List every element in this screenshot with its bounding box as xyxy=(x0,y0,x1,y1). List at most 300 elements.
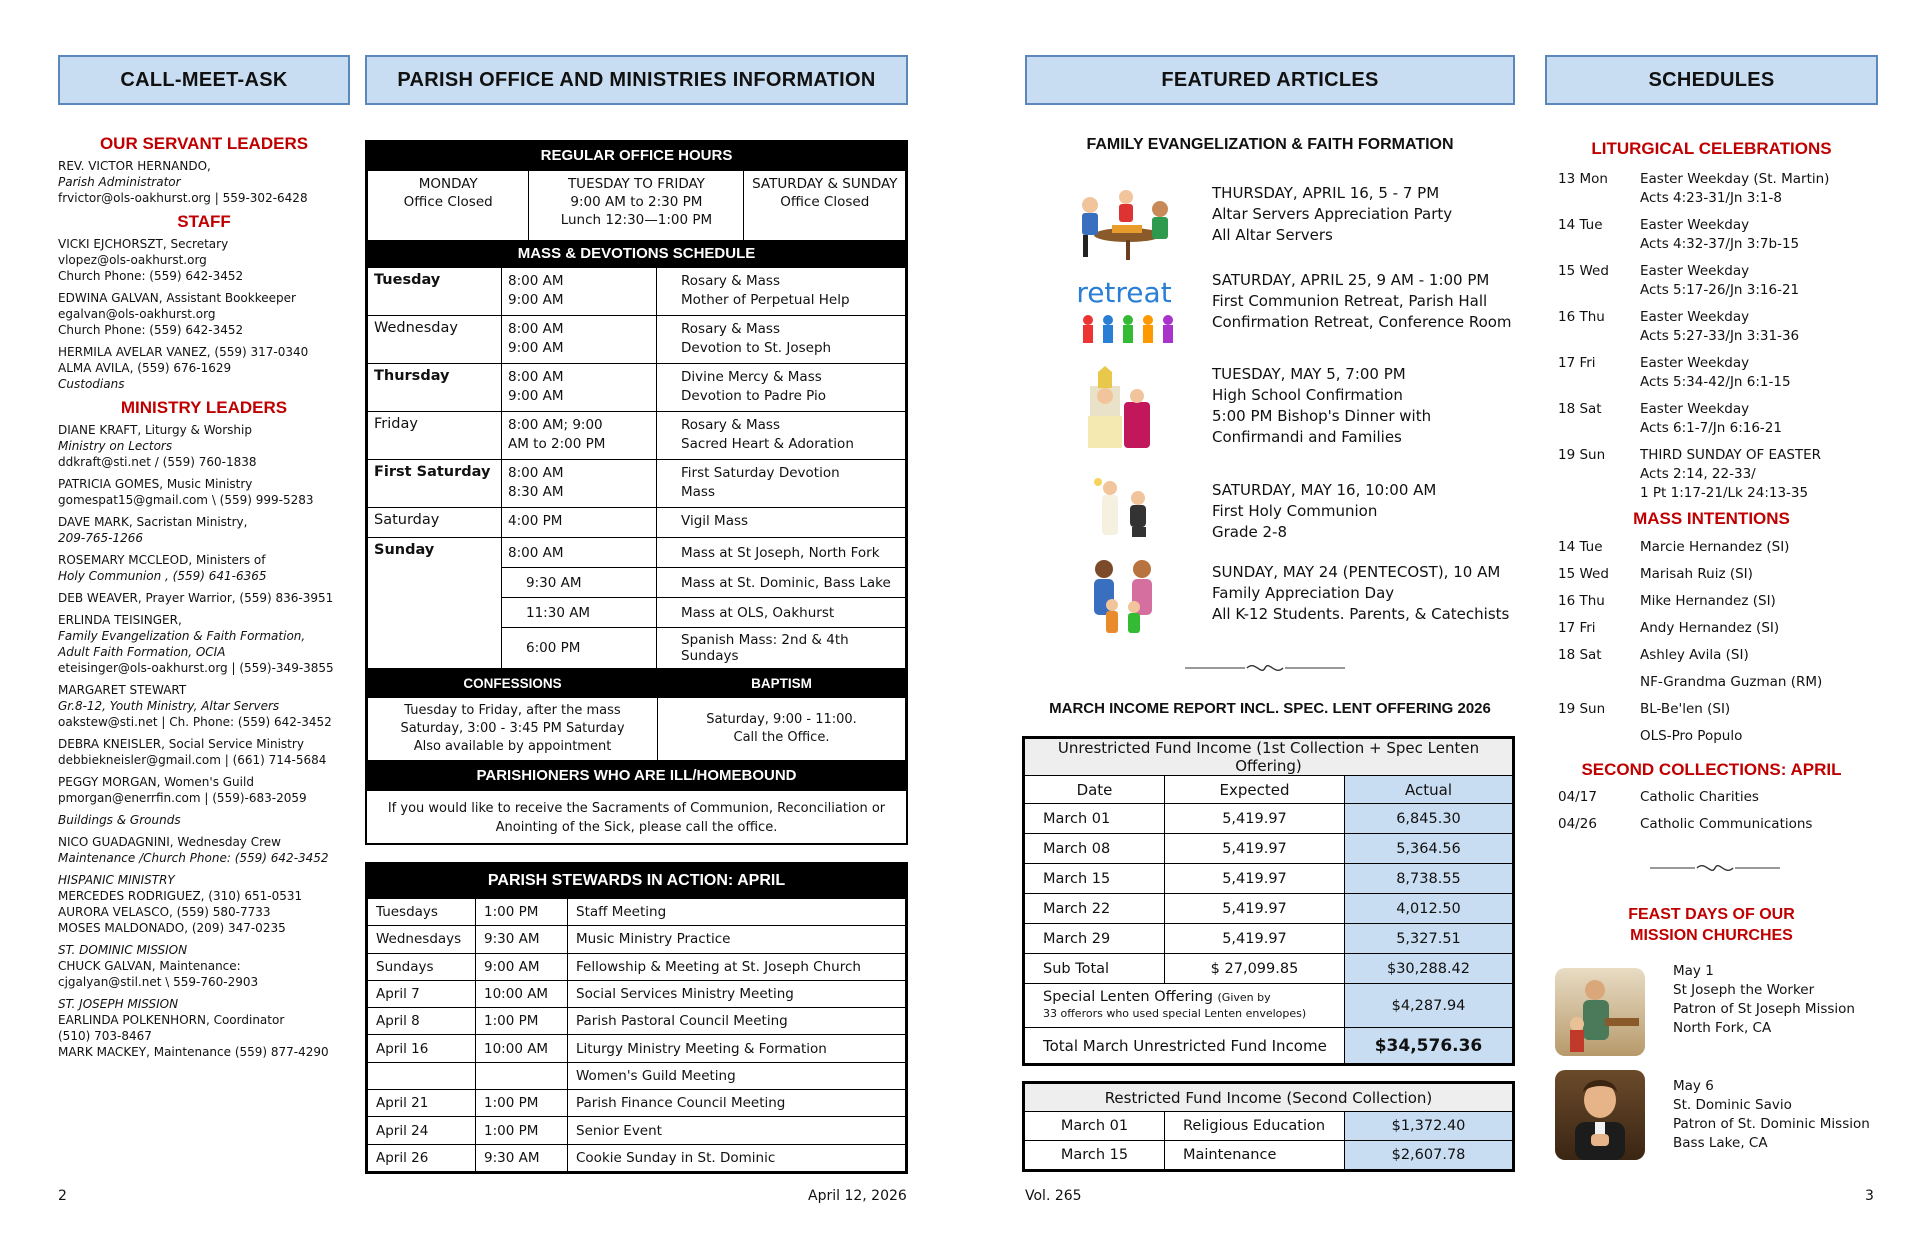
call-meet-ask-column xyxy=(58,128,350,1066)
stewards-date: April 8 xyxy=(368,1008,476,1035)
mass-description xyxy=(657,268,906,316)
mass-row xyxy=(368,412,906,460)
stewards-date: April 26 xyxy=(368,1144,476,1171)
text-line: May 1 xyxy=(1673,963,1714,979)
income-expected: $ 27,099.85 xyxy=(1165,954,1345,984)
text-line: Easter Weekday (St. Martin) xyxy=(1640,171,1830,187)
stewards-event: Women's Guild Meeting xyxy=(568,1062,906,1089)
mass-row xyxy=(368,508,906,538)
text-line: Bass Lake, CA xyxy=(1673,1135,1768,1151)
header-label: PARISH OFFICE AND MINISTRIES INFORMATION xyxy=(397,68,876,91)
income-expected: 5,419.97 xyxy=(1165,894,1345,924)
text-line: TUESDAY, MAY 5, 7:00 PM xyxy=(1212,365,1406,383)
text-line: Maintenance /Church Phone: (559) 642-3452 xyxy=(58,851,329,865)
text-line: 209-765-1266 xyxy=(58,531,144,545)
contact-block xyxy=(58,872,350,936)
text-line: Rosary & Mass xyxy=(681,417,780,433)
liturgical-text xyxy=(1640,354,1791,392)
income-date: March 22 xyxy=(1025,894,1165,924)
stewards-date: April 21 xyxy=(368,1090,476,1117)
intention-name: NF-Grandma Guzman (RM) xyxy=(1640,674,1823,690)
st-dominic-savio-image xyxy=(1555,1070,1645,1160)
stewards-event: Staff Meeting xyxy=(568,899,906,926)
text-line: 8:00 AM xyxy=(508,369,564,385)
ornament-divider-icon xyxy=(1650,862,1780,874)
mass-times xyxy=(502,316,657,364)
text-line: MONDAY xyxy=(418,176,478,192)
mass-row xyxy=(368,538,906,568)
text-line: Family Evangelization & Faith Formation, xyxy=(58,629,306,643)
liturgical-row xyxy=(1558,354,1878,392)
collection-name: Catholic Charities xyxy=(1640,789,1759,805)
text-line: Grade 2-8 xyxy=(1212,523,1287,541)
unrestricted-income-table-box xyxy=(1022,736,1515,1066)
liturgical-text xyxy=(1640,216,1799,254)
text-line: First Saturday Devotion xyxy=(681,465,840,481)
stewards-event: Social Services Ministry Meeting xyxy=(568,980,906,1007)
parish-office-header xyxy=(365,55,908,105)
mass-intentions-title: MASS INTENTIONS xyxy=(1633,509,1790,528)
liturgical-date: 18 Sat xyxy=(1558,401,1602,417)
text-line: St Joseph the Worker xyxy=(1673,982,1815,998)
income-expected: 5,419.97 xyxy=(1165,924,1345,954)
text-line: Rosary & Mass xyxy=(681,273,780,289)
income-expected: 5,419.97 xyxy=(1165,804,1345,834)
income-row xyxy=(1025,894,1513,924)
text-line: HERMILA AVELAR VANEZ, (559) 317-0340 xyxy=(58,345,309,359)
intention-name: Marcie Hernandez (SI) xyxy=(1640,539,1790,555)
liturgical-text xyxy=(1640,400,1782,438)
text-line: 8:00 AM; 9:00 xyxy=(508,417,603,433)
stewards-table xyxy=(367,898,906,1172)
income-report-title: MARCH INCOME REPORT INCL. SPEC. LENT OFFERING 2026 xyxy=(1049,700,1491,717)
restricted-row xyxy=(1025,1141,1513,1170)
income-expected: 5,419.97 xyxy=(1165,864,1345,894)
left-page-number: 2 xyxy=(58,1188,67,1204)
homebound-title: PARISHIONERS WHO ARE ILL/HOMEBOUND xyxy=(367,761,906,791)
income-actual: $30,288.42 xyxy=(1345,954,1513,984)
text-line: debbiekneisler@gmail.com | (661) 714-5684 xyxy=(58,753,327,767)
liturgical-row xyxy=(1558,308,1878,346)
collection-date: 04/17 xyxy=(1558,789,1597,805)
stewards-row xyxy=(368,1035,906,1062)
income-row xyxy=(1025,954,1513,984)
income-date: Sub Total xyxy=(1025,954,1165,984)
liturgical-date: 14 Tue xyxy=(1558,217,1603,233)
col-date: Date xyxy=(1025,776,1165,804)
mass-times xyxy=(502,460,657,508)
stewards-date: Sundays xyxy=(368,953,476,980)
mass-description xyxy=(657,364,906,412)
restricted-date: March 01 xyxy=(1025,1112,1165,1141)
stewards-date: April 7 xyxy=(368,980,476,1007)
text-line: Rosary & Mass xyxy=(681,321,780,337)
stewards-time: 9:30 AM xyxy=(476,926,568,953)
staff-title: STAFF xyxy=(177,212,231,231)
article-first-communion-retreat xyxy=(1212,270,1512,333)
text-line: St. Dominic Savio xyxy=(1673,1097,1792,1113)
contact-block xyxy=(58,682,350,730)
text-line: (510) 703-8467 xyxy=(58,1029,152,1043)
text-line: oakstew@sti.net | Ch. Phone: (559) 642-3452 xyxy=(58,715,332,729)
collection-row xyxy=(1558,815,1878,834)
text-line: Patron of St. Dominic Mission xyxy=(1673,1116,1870,1132)
total-value: $34,576.36 xyxy=(1345,1028,1513,1064)
mass-day: Sunday xyxy=(368,538,502,669)
text-line: Acts 5:27-33/Jn 3:31-36 xyxy=(1640,328,1800,344)
income-row xyxy=(1025,834,1513,864)
text-line: Lunch 12:30—1:00 PM xyxy=(560,212,713,228)
intention-row xyxy=(1558,619,1878,638)
text-line: AM to 2:00 PM xyxy=(508,436,606,452)
text-line: High School Confirmation xyxy=(1212,386,1403,404)
intention-row xyxy=(1558,592,1878,611)
text-line: 8:30 AM xyxy=(508,484,564,500)
text-line: gomespat15@gmail.com \ (559) 999-5283 xyxy=(58,493,314,507)
stewards-event: Liturgy Ministry Meeting & Formation xyxy=(568,1035,906,1062)
text-line: Saturday, 3:00 - 3:45 PM Saturday xyxy=(400,721,625,736)
text-line: 8:00 AM xyxy=(508,465,564,481)
office-hours-cell xyxy=(529,171,744,241)
income-date: March 01 xyxy=(1025,804,1165,834)
text-line: SATURDAY, MAY 16, 10:00 AM xyxy=(1212,481,1437,499)
text-line: THIRD SUNDAY OF EASTER xyxy=(1640,447,1822,463)
stewards-event: Parish Finance Council Meeting xyxy=(568,1090,906,1117)
text-line: Custodians xyxy=(58,377,125,391)
text-line: MARGARET STEWART xyxy=(58,683,187,697)
confessions-info xyxy=(368,698,658,761)
confession-baptism-table xyxy=(367,669,906,761)
text-line: MERCEDES RODRIGUEZ, (310) 651-0531 xyxy=(58,889,303,903)
income-date: March 29 xyxy=(1025,924,1165,954)
text-line: Confirmation Retreat, Conference Room xyxy=(1212,313,1512,331)
volume-number: Vol. 265 xyxy=(1025,1188,1082,1204)
text-line: CHUCK GALVAN, Maintenance: xyxy=(58,959,241,973)
restricted-category: Religious Education xyxy=(1165,1112,1345,1141)
stewards-event: Parish Pastoral Council Meeting xyxy=(568,1008,906,1035)
stewards-time: 9:00 AM xyxy=(476,953,568,980)
article-altar-servers xyxy=(1212,183,1452,246)
header-label: CALL-MEET-ASK xyxy=(120,68,288,91)
stewards-date: April 16 xyxy=(368,1035,476,1062)
text-line: ALMA AVILA, (559) 676-1629 xyxy=(58,361,232,375)
mass-times xyxy=(502,412,657,460)
mass-description xyxy=(657,412,906,460)
mass-intentions-list xyxy=(1558,538,1878,754)
mass-times xyxy=(502,268,657,316)
text-line: ERLINDA TEISINGER, xyxy=(58,613,182,627)
liturgical-row xyxy=(1558,216,1878,254)
text-line: If you would like to receive the Sacraments of Communion, Reconciliation or xyxy=(387,801,886,816)
article-family-appreciation xyxy=(1212,562,1509,625)
text-line: 1 Pt 1:17-21/Lk 24:13-35 xyxy=(1640,485,1809,501)
text-line: eteisinger@ols-oakhurst.org | (559)-349-3855 xyxy=(58,661,334,675)
text-line: Adult Faith Formation, OCIA xyxy=(58,645,226,659)
text-line: Gr.8-12, Youth Ministry, Altar Servers xyxy=(58,699,280,713)
intention-date xyxy=(1558,727,1640,746)
mass-day: Saturday xyxy=(368,508,502,538)
income-expected: 5,419.97 xyxy=(1165,834,1345,864)
text-line: egalvan@ols-oakhurst.org xyxy=(58,307,216,321)
stewards-row xyxy=(368,1062,906,1089)
contact-block xyxy=(58,942,350,990)
intention-row xyxy=(1558,673,1878,692)
contact-block xyxy=(58,812,350,828)
restricted-category: Maintenance xyxy=(1165,1141,1345,1170)
stewards-row xyxy=(368,926,906,953)
text-line: THURSDAY, APRIL 16, 5 - 7 PM xyxy=(1212,184,1440,202)
contact-block xyxy=(58,514,350,546)
intention-name: Marisah Ruiz (SI) xyxy=(1640,566,1753,582)
liturgical-title: LITURGICAL CELEBRATIONS xyxy=(1591,139,1832,158)
issue-date: April 12, 2026 xyxy=(808,1188,907,1204)
ornament-divider-icon xyxy=(1185,662,1345,674)
stewards-row xyxy=(368,1090,906,1117)
featured-articles-header xyxy=(1025,55,1515,105)
stewards-event: Music Ministry Practice xyxy=(568,926,906,953)
parish-office-box xyxy=(365,140,908,845)
stewards-row xyxy=(368,1008,906,1035)
liturgical-date: 15 Wed xyxy=(1558,263,1609,279)
restricted-amount: $2,607.78 xyxy=(1345,1141,1513,1170)
collection-row xyxy=(1558,788,1878,807)
text-line: Mother of Perpetual Help xyxy=(681,292,850,308)
liturgical-text xyxy=(1640,170,1829,208)
article-first-holy-communion xyxy=(1212,480,1436,543)
mass-row xyxy=(368,316,906,364)
text-line: MOSES MALDONADO, (209) 347-0235 xyxy=(58,921,286,935)
mass-times: 8:00 AM xyxy=(502,538,657,568)
mass-day: First Saturday xyxy=(368,460,502,508)
second-collections-list xyxy=(1558,788,1878,842)
liturgical-text xyxy=(1640,446,1821,503)
text-line: Easter Weekday xyxy=(1640,401,1750,417)
text-line: Ministry on Lectors xyxy=(58,439,173,453)
liturgical-row xyxy=(1558,170,1878,208)
contact-block xyxy=(58,476,350,508)
intention-name: BL-Be'len (SI) xyxy=(1640,701,1731,717)
mass-times: 9:30 AM xyxy=(502,568,657,598)
ministry-list xyxy=(58,422,350,1060)
text-line: Mass xyxy=(681,484,715,500)
contact-block xyxy=(58,290,350,338)
contact-block xyxy=(58,612,350,676)
mass-times: 6:00 PM xyxy=(502,628,657,669)
income-actual: 5,364.56 xyxy=(1345,834,1513,864)
income-actual: 5,327.51 xyxy=(1345,924,1513,954)
text-line: ddkraft@sti.net / (559) 760-1838 xyxy=(58,455,257,469)
mass-description: Mass at OLS, Oakhurst xyxy=(657,598,906,628)
retreat-word: retreat xyxy=(1076,276,1172,309)
lenten-note: 33 offerors who used special Lenten envelopes) xyxy=(1043,1007,1307,1020)
mass-day: Tuesday xyxy=(368,268,502,316)
intention-row xyxy=(1558,538,1878,557)
office-hours-cell xyxy=(368,171,529,241)
income-actual: 4,012.50 xyxy=(1345,894,1513,924)
income-row xyxy=(1025,864,1513,894)
stewards-date: Tuesdays xyxy=(368,899,476,926)
intention-date: 15 Wed xyxy=(1558,566,1609,582)
text-line: Easter Weekday xyxy=(1640,263,1750,279)
text-line: Acts 5:34-42/Jn 6:1-15 xyxy=(1640,374,1791,390)
stewards-event: Fellowship & Meeting at St. Joseph Church xyxy=(568,953,906,980)
text-line: Tuesday to Friday, after the mass xyxy=(404,703,621,718)
mass-times: 11:30 AM xyxy=(502,598,657,628)
text-line: 9:00 AM xyxy=(508,292,564,308)
liturgical-row xyxy=(1558,400,1878,438)
office-hours-table xyxy=(367,170,906,241)
text-line: Patron of St Joseph Mission xyxy=(1673,1001,1855,1017)
first-holy-communion-icon xyxy=(1068,470,1180,546)
mass-day: Wednesday xyxy=(368,316,502,364)
stewards-row xyxy=(368,953,906,980)
mass-description xyxy=(657,460,906,508)
servant-leaders-block xyxy=(58,158,350,206)
text-line: Anointing of the Sick, please call the office. xyxy=(495,820,778,835)
retreat-icon xyxy=(1068,272,1180,356)
text-line: NICO GUADAGNINI, Wednesday Crew xyxy=(58,835,281,849)
total-row xyxy=(1025,1028,1513,1064)
text-line: PEGGY MORGAN, Women's Guild xyxy=(58,775,254,789)
stewards-event: Cookie Sunday in St. Dominic xyxy=(568,1144,906,1171)
liturgical-text xyxy=(1640,308,1799,346)
text-line: Confirmandi and Families xyxy=(1212,428,1402,446)
stewards-date: April 24 xyxy=(368,1117,476,1144)
text-line: First Communion Retreat, Parish Hall xyxy=(1212,292,1488,310)
feast-days-title xyxy=(1545,904,1878,946)
intention-date xyxy=(1558,673,1640,692)
text-line: ST. JOSEPH MISSION xyxy=(58,997,179,1011)
liturgical-list xyxy=(1558,170,1878,511)
liturgical-date: 13 Mon xyxy=(1558,171,1608,187)
text-line: pmorgan@enerrfin.com | (559)-683-2059 xyxy=(58,791,307,805)
contact-block xyxy=(58,552,350,584)
text-line: EARLINDA POLKENHORN, Coordinator xyxy=(58,1013,285,1027)
stewards-row xyxy=(368,1144,906,1171)
lenten-row xyxy=(1025,984,1513,1028)
mass-times xyxy=(502,508,657,538)
article-confirmation xyxy=(1212,364,1431,448)
text-line: MARK MACKEY, Maintenance (559) 877-4290 xyxy=(58,1045,329,1059)
restricted-row xyxy=(1025,1112,1513,1141)
text-line: Office Closed xyxy=(780,194,870,210)
intention-name: Andy Hernandez (SI) xyxy=(1640,620,1780,636)
text-line: First Holy Communion xyxy=(1212,502,1378,520)
intention-date: 17 Fri xyxy=(1558,620,1596,636)
text-line: 8:00 AM xyxy=(508,273,564,289)
contact-block xyxy=(58,996,350,1060)
liturgical-date: 16 Thu xyxy=(1558,309,1605,325)
text-line: Saturday, 9:00 - 11:00. xyxy=(706,712,857,727)
lenten-label-text: Special Lenten Offering xyxy=(1043,989,1213,1005)
text-line: Devotion to Padre Pio xyxy=(681,388,827,404)
text-line: Acts 2:14, 22-33/ xyxy=(1640,466,1756,482)
contact-block xyxy=(58,344,350,392)
mass-description: Spanish Mass: 2nd & 4th Sundays xyxy=(657,628,906,669)
contact-block xyxy=(58,236,350,284)
text-line: HISPANIC MINISTRY xyxy=(58,873,175,887)
homebound-info xyxy=(367,791,906,843)
text-line: All K-12 Students. Parents, & Catechists xyxy=(1212,605,1510,623)
text-line: FEAST DAYS OF OUR xyxy=(1628,906,1795,923)
intention-name: Mike Hernandez (SI) xyxy=(1640,593,1776,609)
unrestricted-income-table xyxy=(1024,738,1513,1064)
collection-name: Catholic Communications xyxy=(1640,816,1813,832)
income-date: March 15 xyxy=(1025,864,1165,894)
stewards-date: Wednesdays xyxy=(368,926,476,953)
intention-date: 18 Sat xyxy=(1558,647,1602,663)
mass-row xyxy=(368,268,906,316)
text-line: Buildings & Grounds xyxy=(58,813,181,827)
baptism-info xyxy=(658,698,906,761)
contact-block xyxy=(58,736,350,768)
stewards-time: 10:00 AM xyxy=(476,980,568,1007)
stewards-time: 1:00 PM xyxy=(476,899,568,926)
text-line: MISSION CHURCHES xyxy=(1630,927,1793,944)
col-actual: Actual xyxy=(1345,776,1513,804)
text-line: Church Phone: (559) 642-3452 xyxy=(58,323,244,337)
text-line: DEB WEAVER, Prayer Warrior, (559) 836-3951 xyxy=(58,591,334,605)
staff-list xyxy=(58,236,350,392)
liturgical-text xyxy=(1640,262,1799,300)
text-line xyxy=(1043,989,1336,1006)
text-line: DEBRA KNEISLER, Social Service Ministry xyxy=(58,737,304,751)
text-line: Also available by appointment xyxy=(413,739,612,754)
text-line: ROSEMARY MCCLEOD, Ministers of xyxy=(58,553,266,567)
stewards-row xyxy=(368,1117,906,1144)
mass-description: Mass at St Joseph, North Fork xyxy=(657,538,906,568)
right-page-number: 3 xyxy=(1865,1188,1874,1204)
contact-block xyxy=(58,834,350,866)
text-line: EDWINA GALVAN, Assistant Bookkeeper xyxy=(58,291,296,305)
text-line: Acts 4:23-31/Jn 3:1-8 xyxy=(1640,190,1782,206)
text-line: Acts 5:17-26/Jn 3:16-21 xyxy=(1640,282,1800,298)
mass-description xyxy=(657,316,906,364)
collection-date: 04/26 xyxy=(1558,816,1597,832)
intention-row xyxy=(1558,565,1878,584)
office-hours-cell xyxy=(744,171,906,241)
text-line: TUESDAY TO FRIDAY xyxy=(567,176,705,192)
servant-leaders-title: OUR SERVANT LEADERS xyxy=(99,134,309,153)
schedules-header xyxy=(1545,55,1878,105)
text-line: Family Appreciation Day xyxy=(1212,584,1395,602)
header-label: FEATURED ARTICLES xyxy=(1161,68,1379,91)
baptism-title: BAPTISM xyxy=(658,670,906,698)
family-evangelization-title: FAMILY EVANGELIZATION & FAITH FORMATION xyxy=(1086,136,1454,153)
contact-block xyxy=(58,422,350,470)
family-icon xyxy=(1068,555,1180,645)
stewards-event: Senior Event xyxy=(568,1117,906,1144)
text-line: Sacred Heart & Adoration xyxy=(681,436,854,452)
text-line: ST. DOMINIC MISSION xyxy=(58,943,188,957)
office-hours-title: REGULAR OFFICE HOURS xyxy=(367,142,906,170)
header-label: SCHEDULES xyxy=(1648,68,1775,91)
confirmation-icon xyxy=(1068,366,1180,460)
income-actual: 8,738.55 xyxy=(1345,864,1513,894)
text-line: SUNDAY, MAY 24 (PENTECOST), 10 AM xyxy=(1212,563,1501,581)
income-actual: 6,845.30 xyxy=(1345,804,1513,834)
intention-date: 19 Sun xyxy=(1558,701,1606,717)
restricted-title: Restricted Fund Income (Second Collection) xyxy=(1025,1084,1513,1112)
text-line: cjgalyan@stil.net \ 559-760-2903 xyxy=(58,975,259,989)
text-line: 9:00 AM to 2:30 PM xyxy=(570,194,703,210)
col-expected: Expected xyxy=(1165,776,1345,804)
ministry-leaders-title: MINISTRY LEADERS xyxy=(120,398,288,417)
feast-st-joseph xyxy=(1673,962,1920,1038)
stewards-time: 1:00 PM xyxy=(476,1008,568,1035)
confessions-title: CONFESSIONS xyxy=(368,670,658,698)
mass-schedule-title: MASS & DEVOTIONS SCHEDULE xyxy=(367,241,906,267)
